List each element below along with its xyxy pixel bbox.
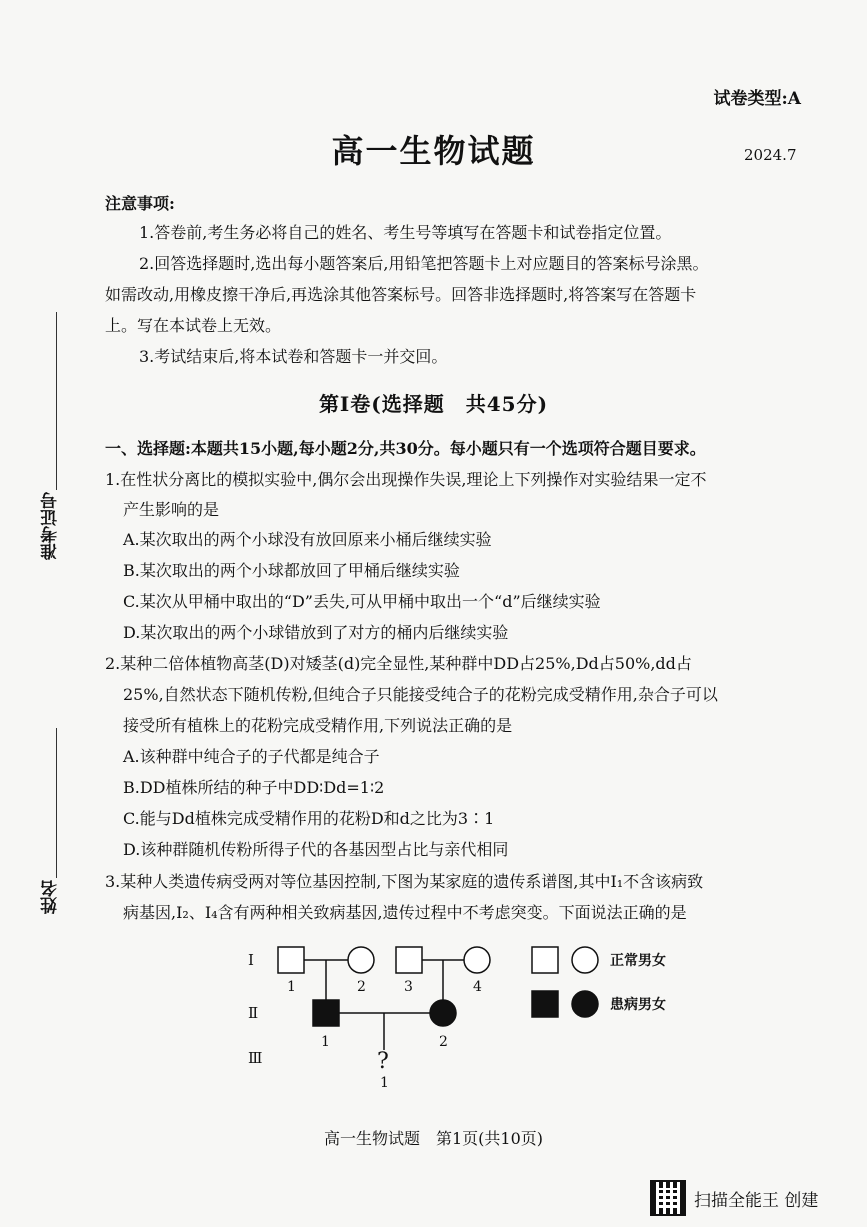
notice-item: 2.回答选择题时,选出每小题答案后,用铅笔把答题卡上对应题目的答案标号涂黑。 [139,254,709,273]
unknown-mark: ? [377,1049,389,1074]
q1-option-a: A.某次取出的两个小球没有放回原来小桶后继续实验 [123,530,492,549]
notice-item: 如需改动,用橡皮擦干净后,再选涂其他答案标号。回答非选择题时,将答案写在答题卡 [105,285,697,304]
svg-text:1: 1 [287,979,296,995]
pedigree-ii2-female-affected [430,1000,456,1026]
q3-stem-cont: 病基因,Ⅰ₂、Ⅰ₄含有两种相关致病基因,遗传过程中不考虑突变。下面说法正确的是 [123,903,687,922]
gen-label-i: Ⅰ [248,951,254,969]
svg-text:2: 2 [439,1034,448,1050]
exam-date: 2024.7 [744,146,797,164]
q2-stem-cont: 接受所有植株上的花粉完成受精作用,下列说法正确的是 [123,716,513,735]
q2-option-b: B.DD植株所结的种子中DD∶Dd=1∶2 [123,778,385,797]
q2-option-a: A.该种群中纯合子的子代都是纯合子 [123,747,380,766]
notice-item: 1.答卷前,考生务必将自己的姓名、考生号等填写在答题卡和试卷指定位置。 [139,223,672,242]
qr-code-icon [650,1180,686,1216]
gen-label-ii: Ⅱ [248,1004,259,1022]
legend-normal-female-icon [572,947,598,973]
notice-item: 上。写在本试卷上无效。 [105,316,282,335]
pedigree-diagram [230,935,690,1095]
q2-stem-cont: 25%,自然状态下随机传粉,但纯合子只能接受纯合子的花粉完成受精作用,杂合子可以 [123,685,718,704]
pedigree-i2-female-normal [348,947,374,973]
q2-option-d: D.该种群随机传粉所得子代的各基因型占比与亲代相同 [123,840,509,859]
scanner-watermark [650,1180,818,1216]
q1-option-b: B.某次取出的两个小球都放回了甲桶后继续实验 [123,561,460,580]
pedigree-ii1-male-affected [313,1000,339,1026]
q1-stem-cont: 产生影响的是 [123,500,220,519]
q1-stem: 1.在性状分离比的模拟实验中,偶尔会出现操作失误,理论上下列操作对实验结果一定不 [105,470,707,489]
pedigree-i4-female-normal [464,947,490,973]
legend-affected-label: 患病男女 [610,997,666,1013]
legend-normal-male-icon [532,947,558,973]
page-footer: 高一生物试题 第1页(共10页) [323,1129,544,1148]
svg-text:1: 1 [380,1075,389,1091]
svg-text:4: 4 [473,979,482,995]
q2-option-c: C.能与Dd植株完成受精作用的花粉D和d之比为3∶1 [123,809,495,828]
part-title: 一、选择题:本题共15小题,每小题2分,共30分。每小题只有一个选项符合题目要求。 [105,439,706,458]
svg-text:3: 3 [404,979,413,995]
notice-item: 3.考试结束后,将本试卷和答题卡一并交回。 [139,347,448,366]
gen-label-iii: Ⅲ [248,1049,263,1067]
q1-option-c: C.某次从甲桶中取出的“D”丢失,可从甲桶中取出一个“d”后继续实验 [123,592,601,611]
q2-stem: 2.某种二倍体植物高茎(D)对矮茎(d)完全显性,某种群中DD占25%,Dd占50%,dd占 [105,654,692,673]
exam-no-label: 准考证号 [41,492,61,560]
legend-affected-female-icon [572,991,598,1017]
q1-option-d: D.某次取出的两个小球错放到了对方的桶内后继续实验 [123,623,509,642]
legend-normal-label: 正常男女 [610,953,666,969]
q3-stem: 3.某种人类遗传病受两对等位基因控制,下图为某家庭的遗传系谱图,其中Ⅰ₁不含该病致 [105,872,704,891]
paper-type: 试卷类型:A [713,89,801,109]
section-title: 第Ⅰ卷(选择题 共45分) [318,392,549,416]
watermark-text: 扫描全能王 创建 [694,1190,819,1211]
name-underline [56,728,57,878]
pedigree-i3-male-normal [396,947,422,973]
pedigree-i1-male-normal [278,947,304,973]
page-title: 高一生物试题 [331,132,536,170]
svg-text:2: 2 [357,979,366,995]
svg-text:1: 1 [321,1034,330,1050]
name-label: 姓名 [41,880,61,914]
notice-title: 注意事项: [105,194,175,213]
legend-affected-male-icon [532,991,558,1017]
